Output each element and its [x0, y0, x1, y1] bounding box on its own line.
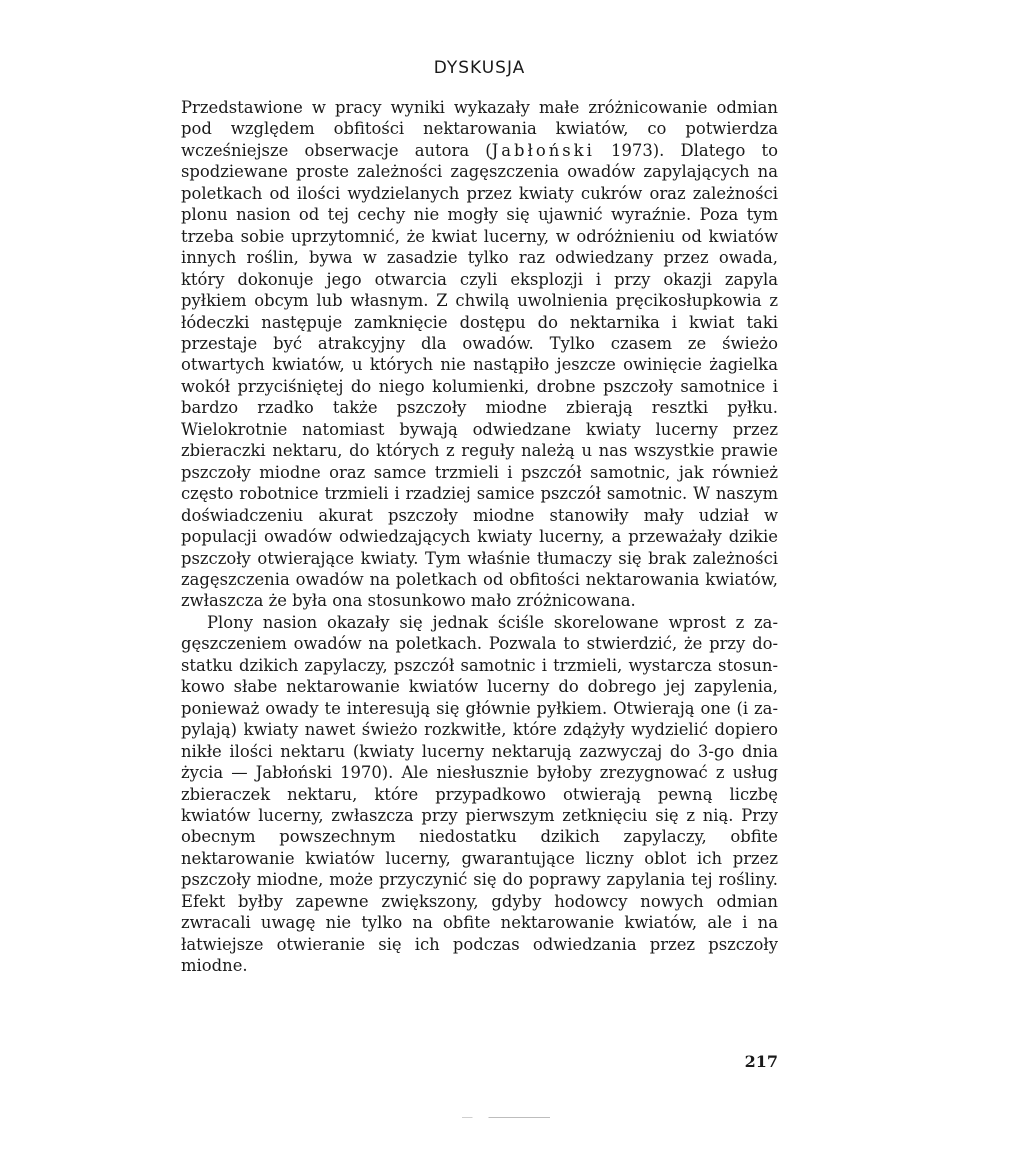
paragraph-1-text-end: 1973). Dlatego to spodziewane proste zależności zagęszczenia owadów zapylających na poletkach od ilości wydzielanych przez kwiaty cukrów oraz zależności plonu nasion od tej cechy nie mogły się ujawnić wyraźnie. Poza tym trzeba sobie uprzytomnić, że kwiat lucerny, w odróżnieniu od kwiatów innych roślin, bywa w zasadzie tylko raz odwiedzany przez owada, który dokonuje jego otwarcia czyli eksplozji i przy okazji zapyla pyłkiem obcym lub własnym. Z chwilą uwolnienia pręcikosłupkowia z łódeczki następuje zamknięcie dostępu do nektarnika i kwiat taki przestaje być atrakcyjny dla owadów. Tylko czasem ze świeżo otwartych kwiatów, u których nie nastąpiło jeszcze owinięcie żagielka wokół przyciśniętej do niego kolumienki, drobne pszczoły samotnice i bardzo rzadko także pszczoły miodne zbierają resztki pyłku. Wielokrotnie natomiast bywają odwiedzane kwiaty lucerny przez zbieraczki nektaru, do których z reguły należą u nas wszystkie prawie pszczoły miodne oraz samce trzmieli i pszczół samotnic, jak również często robotnice trzmieli i rzadziej samice pszczół samotnic. W naszym doświadczeniu akurat pszczoły miodne stanowiły mały udział w populacji owadów odwiedzających kwiaty lucerny, a przeważały dzikie pszczoły otwierające kwiaty. Tym właśnie tłumaczy się brak zależności zagęszczenia owadów na poletkach od obfitości nektarowania kwiatów, zwłaszcza że była ona stosunkowo mało zróżnicowana. — [181, 140, 778, 611]
body-text — [181, 97, 778, 977]
paragraph-discussion-1 — [181, 97, 778, 612]
page-number: 217 — [744, 1052, 778, 1071]
author-citation: Jabłoński — [491, 140, 595, 160]
section-heading: DYSKUSJA — [433, 58, 526, 78]
paragraph-1-text-start: Przedstawione w pracy wyniki wykazały małe zróżnicowanie odmian pod względem obfitości nektarowania kwiatów, co potwierdza wcześniejsze obserwacje autora ( — [181, 98, 778, 160]
scan-artifact-line — [462, 1117, 550, 1118]
paragraph-discussion-2: Plony nasion okazały się jednak ściśle skorelowane wprost z zagęszczeniem owadów na poletkach. Pozwala to stwierdzić, że przy dostatku dzikich zapylaczy, pszczół samotnic i trzmieli, wystarcza stosunkowo słabe nektarowanie kwiatów lucerny do dobrego jej zapylenia, ponieważ owady te interesują się głównie pyłkiem. Otwierają one (i zapylają) kwiaty nawet świeżo rozkwitłe, które zdążyły wydzielić dopiero nikłe ilości nektaru (kwiaty lucerny nektarują zazwyczaj do 3-go dnia życia — Jabłoński 1970). Ale niesłusznie byłoby zrezygnować z usług zbieraczek nektaru, które przypadkowo otwierają pewną liczbę kwiatów lucerny, zwłaszcza przy pierwszym zetknięciu się z nią. Przy obecnym powszechnym niedostatku dzikich zapylaczy, obfite nektarowanie kwiatów lucerny, gwarantujące liczny oblot ich przez pszczoły miodne, może przyczynić się do poprawy zapylania tej rośliny. Efekt byłby zapewne zwiększony, gdyby hodowcy nowych odmian zwracali uwagę nie tylko na obfite nektarowanie kwiatów, ale i na łatwiejsze otwieranie się ich podczas odwiedzania przez pszczoły miodne. — [181, 612, 778, 976]
